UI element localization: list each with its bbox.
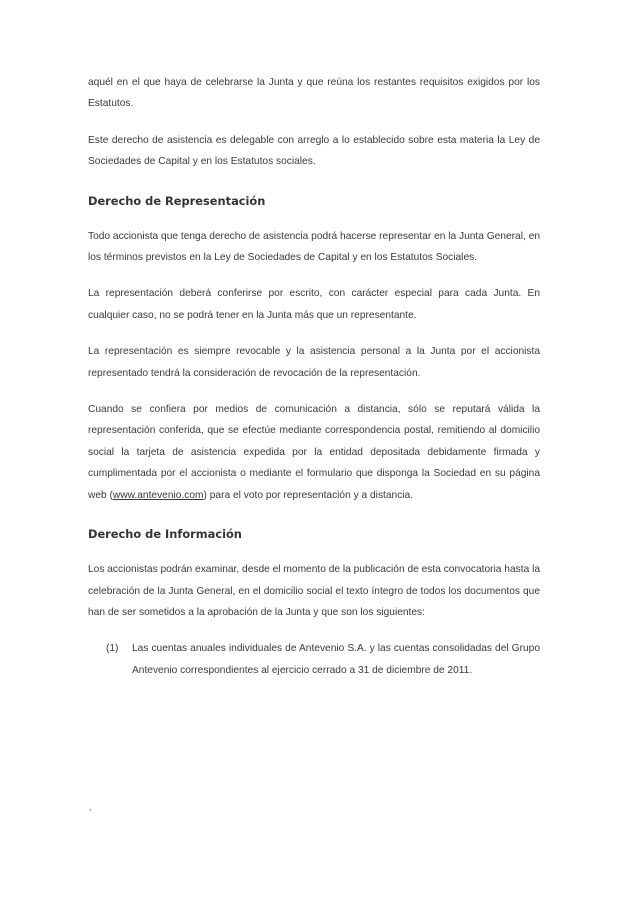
paragraph-information-right: Los accionistas podrán examinar, desde el momento de la publicación de esta convocatoria hasta la celebración de la Junta General, en el domicilio social el texto íntegro de todos los documentos que han de ser sometidos a la aprobación de la Junta y que son los siguientes:	[88, 564, 540, 618]
paragraph-remote-representation	[88, 399, 540, 506]
paragraph-representation-right: Todo accionista que tenga derecho de asistencia podrá hacerse representar en la Junta General, en los términos previstos en la Ley de Sociedades de Capital y en los Estatutos Sociales.	[88, 230, 540, 264]
paragraph-representation-revocable: La representación es siempre revocable y la asistencia personal a la Junta por el accionista representado tendrá la consideración de revocación de la representación.	[88, 346, 540, 379]
remote-text-before: Cuando se confiera por medios de comunicación a distancia, sólo se reputará válida la representación conferida, que se efectúe mediante correspondencia postal, remitiendo al domicilio social la tarjeta de asistencia expedida por la entidad depositada debidamente firmada y cumplimentada por el accionista o mediante el formulario que disponga la Sociedad en su página web (	[88, 404, 540, 501]
list-item-text: Las cuentas anuales individuales de Antevenio S.A. y las cuentas consolidadas del Grupo Antevenio correspondientes al ejercicio cerrado a 31 de diciembre de 2011.	[132, 643, 540, 676]
paragraph-attendance-delegable: Este derecho de asistencia es delegable con arreglo a lo establecido sobre esta materia la Ley de Sociedades de Capital y en los Estatutos sociales.	[88, 134, 540, 168]
document-body	[88, 72, 540, 681]
remote-text-after: ) para el voto por representación y a distancia.	[203, 489, 414, 501]
heading-representation: Derecho de Representación	[88, 193, 266, 208]
heading-information: Derecho de Información	[88, 527, 242, 542]
paragraph-attendance-requirements: aquél en el que haya de celebrarse la Junta y que reúna los restantes requisitos exigidos por los Estatutos.	[88, 77, 540, 110]
list-item	[88, 638, 540, 681]
stray-mark: ,	[89, 802, 92, 812]
paragraph-representation-written: La representación deberá conferirse por escrito, con carácter especial para cada Junta. En cualquier caso, no se podrá tener en la Junta más que un representante.	[88, 288, 540, 321]
website-link[interactable]: www.antevenio.com	[112, 489, 204, 501]
list-item-number: (1)	[106, 643, 119, 655]
